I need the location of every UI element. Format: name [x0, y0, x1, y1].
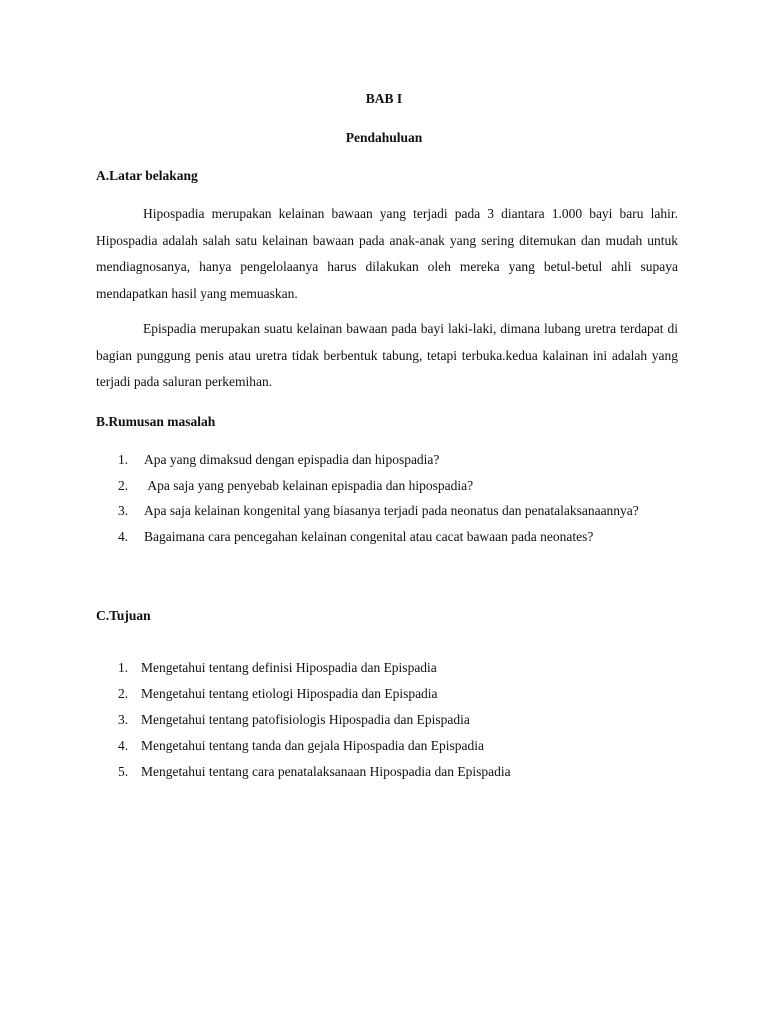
- objective-list: [96, 655, 678, 785]
- list-item-number: 3.: [118, 503, 129, 518]
- section-b-heading: B.Rumusan masalah: [96, 414, 216, 429]
- list-item-number: 2.: [118, 686, 129, 701]
- list-item: [96, 681, 678, 707]
- list-item-text: Apa saja kelainan kongenital yang biasanya terjadi pada neonatus dan penatalaksanaannya?: [144, 503, 639, 518]
- list-item-number: 4.: [118, 738, 129, 753]
- list-item-text: Apa saja yang penyebab kelainan epispadia dan hipospadia?: [144, 477, 474, 493]
- chapter-title: Pendahuluan: [345, 130, 423, 145]
- list-item: [96, 655, 678, 681]
- list-item-number: 1.: [118, 452, 129, 467]
- list-item-number: 3.: [118, 712, 129, 727]
- list-item-text: Bagaimana cara pencegahan kelainan congenital atau cacat bawaan pada neonates?: [144, 528, 594, 544]
- section-a-paragraph-1: Hipospadia merupakan kelainan bawaan yang terjadi pada 3 diantara 1.000 bayi baru lahir. Hipospadia adalah salah satu kelainan bawaan pada anak-anak yang sering ditemukan dan mudah untuk mendiagnosanya, hanya pengelolaanya harus dilakukan oleh mereka yang betul-betul ahli supaya mendapatkan hasil yang memuaskan.: [96, 206, 678, 302]
- list-item: [96, 447, 678, 473]
- list-item-number: 5.: [118, 764, 129, 779]
- list-item-text: Mengetahui tentang tanda dan gejala Hipospadia dan Epispadia: [141, 738, 485, 753]
- list-item-number: 2.: [118, 477, 129, 493]
- list-item-text: Mengetahui tentang definisi Hipospadia dan Epispadia: [141, 660, 437, 675]
- list-item: [96, 759, 678, 785]
- list-item: [96, 707, 678, 733]
- list-item: [96, 524, 678, 550]
- section-c-heading: C.Tujuan: [96, 608, 151, 623]
- list-item: [96, 498, 678, 524]
- section-a-paragraph-2: Epispadia merupakan suatu kelainan bawaan pada bayi laki-laki, dimana lubang uretra terdapat di bagian punggung penis atau uretra tidak berbentuk tabung, tetapi terbuka.kedua kalainan ini adalah yang terjadi pada saluran perkemihan.: [96, 321, 678, 390]
- list-item-text: Mengetahui tentang etiologi Hipospadia dan Epispadia: [141, 686, 438, 701]
- list-item-number: 1.: [118, 660, 129, 675]
- problem-list: [96, 447, 678, 549]
- section-a-heading: A.Latar belakang: [96, 168, 198, 183]
- chapter-number: BAB I: [365, 91, 403, 106]
- list-item-text: Mengetahui tentang patofisiologis Hipospadia dan Epispadia: [141, 712, 470, 727]
- list-item: [96, 733, 678, 759]
- list-item: [96, 473, 678, 499]
- list-item-text: Mengetahui tentang cara penatalaksanaan Hipospadia dan Epispadia: [141, 764, 511, 779]
- list-item-text: Apa yang dimaksud dengan epispadia dan hipospadia?: [144, 452, 440, 467]
- list-item-number: 4.: [118, 528, 129, 544]
